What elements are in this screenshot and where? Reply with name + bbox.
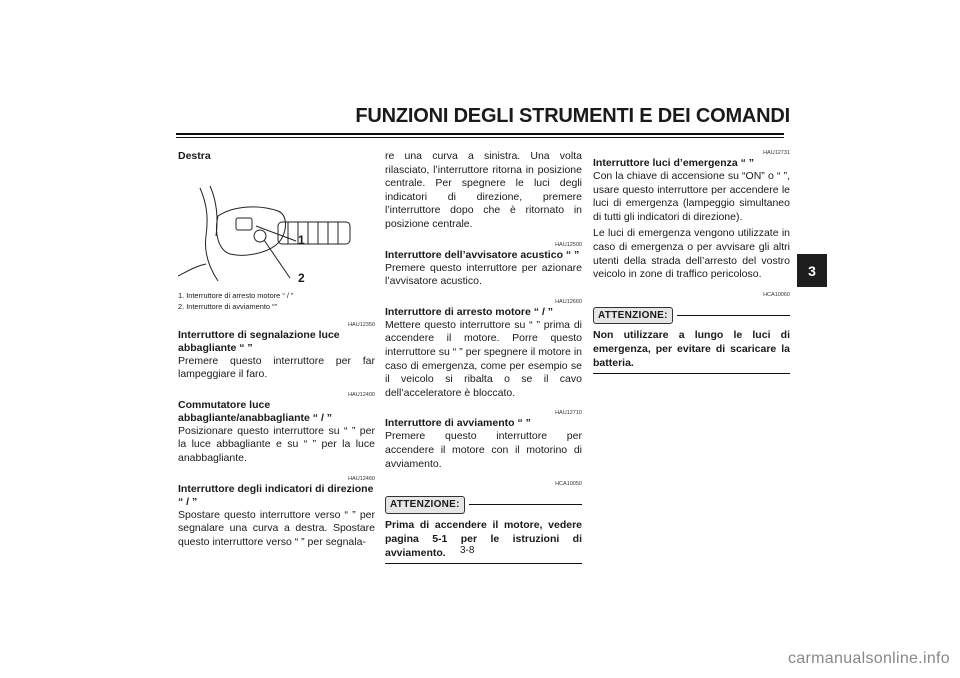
section-code: HAU12460 xyxy=(348,475,375,482)
header-rule xyxy=(176,133,784,135)
warning-label: ATTENZIONE: xyxy=(385,496,465,514)
section-body: Mettere questo interruttore su “ ” prima di accendere il motore. Porre questo interruttore su “ ” per spegnere il motore in caso di emergenza, come per esempio se il veicolo si ribalta o se il cavo dell’acceleratore è bloccato. xyxy=(385,318,582,399)
continued-text: re una curva a sinistra. Una volta rilasciato, l’interruttore ritorna in posizione centrale. Per spegnere le luci degli indicatori di direzione, premere l’interruttore dopo che è ritornato in posizione centrale. xyxy=(385,150,582,230)
column-1 xyxy=(178,150,375,552)
section-body: Premere questo interruttore per accendere il motore con il motorino di avviamento. xyxy=(385,430,582,470)
section-body: Premere questo interruttore per azionare l’avvisatore acustico. xyxy=(385,261,582,288)
section-code: HAU12400 xyxy=(348,391,375,398)
section-body: Con la chiave di accensione su “ON” o “ ”, usare questo interruttore per accendere le luci di emergenza (lampeggio simultaneo di tutti gli indicatori di direzione). xyxy=(593,170,790,223)
header-rule-thin xyxy=(176,137,784,138)
figure-label-1: 1 xyxy=(298,232,305,247)
handlebar-switch-figure xyxy=(178,166,375,286)
warning-code: HCA10050 xyxy=(555,481,582,488)
section-code: HAU12731 xyxy=(763,150,790,156)
section-code: HAU12350 xyxy=(348,321,375,328)
column-3 xyxy=(593,150,790,374)
section-subtitle: Destra xyxy=(178,150,211,162)
section-heading: Interruttore di arresto motore “ / ” xyxy=(385,305,554,318)
column-2 xyxy=(385,150,582,564)
chapter-tab: 3 xyxy=(797,254,827,287)
section-heading: Interruttore di segnalazione luce abbagliante “ ” xyxy=(178,328,340,354)
warning-code: HCA10060 xyxy=(763,291,790,298)
section-code: HAU12710 xyxy=(555,410,582,417)
section-code: HAU12500 xyxy=(555,241,582,248)
section-heading: Interruttore degli indicatori di direzione “ / ” xyxy=(178,482,374,508)
handlebar-illustration xyxy=(178,166,375,286)
warning-rule xyxy=(469,504,582,505)
section-heading: Interruttore dell’avvisatore acustico “ ” xyxy=(385,248,580,261)
section-code: HAU12660 xyxy=(555,298,582,305)
section-heading: Commutatore luce abbagliante/anabbagliante “ / ” xyxy=(178,398,333,424)
watermark: carmanualsonline.info xyxy=(788,650,950,667)
section-body: Posizionare questo interruttore su “ ” per la luce abbagliante e su “ ” per la luce anabbagliante. xyxy=(178,424,375,464)
page-number: 3-8 xyxy=(460,545,475,556)
warning-text: Non utilizzare a lungo le luci di emergenza, per evitare di scaricare la batteria. xyxy=(593,328,790,374)
section-body: Spostare questo interruttore verso “ ” per segnalare una curva a destra. Spostare questo interruttore verso “ ” per segnala- xyxy=(178,508,375,548)
figure-caption-2: 2. Interruttore di avviamento “” xyxy=(178,301,277,311)
warning-banner xyxy=(385,496,582,514)
figure-caption-1: 1. Interruttore di arresto motore “ / ” xyxy=(178,290,294,300)
section-body: Premere questo interruttore per far lampeggiare il faro. xyxy=(178,354,375,381)
warning-banner xyxy=(593,307,790,325)
warning-label: ATTENZIONE: xyxy=(593,307,673,325)
warning-text: Prima di accendere il motore, vedere pagina 5-1 per le istruzioni di avviamento. xyxy=(385,518,582,564)
section-body: Le luci di emergenza vengono utilizzate in caso di emergenza o per avvisare gli altri utenti della strada dell’arresto del vostro veicolo in zone di traffico pericoloso. xyxy=(593,227,790,281)
warning-rule xyxy=(677,315,790,316)
section-heading: Interruttore di avviamento “ ” xyxy=(385,417,531,430)
page-header-title: FUNZIONI DEGLI STRUMENTI E DEI COMANDI xyxy=(355,105,790,127)
section-heading: Interruttore luci d’emergenza “ ” xyxy=(593,157,755,169)
figure-label-2: 2 xyxy=(298,270,305,285)
